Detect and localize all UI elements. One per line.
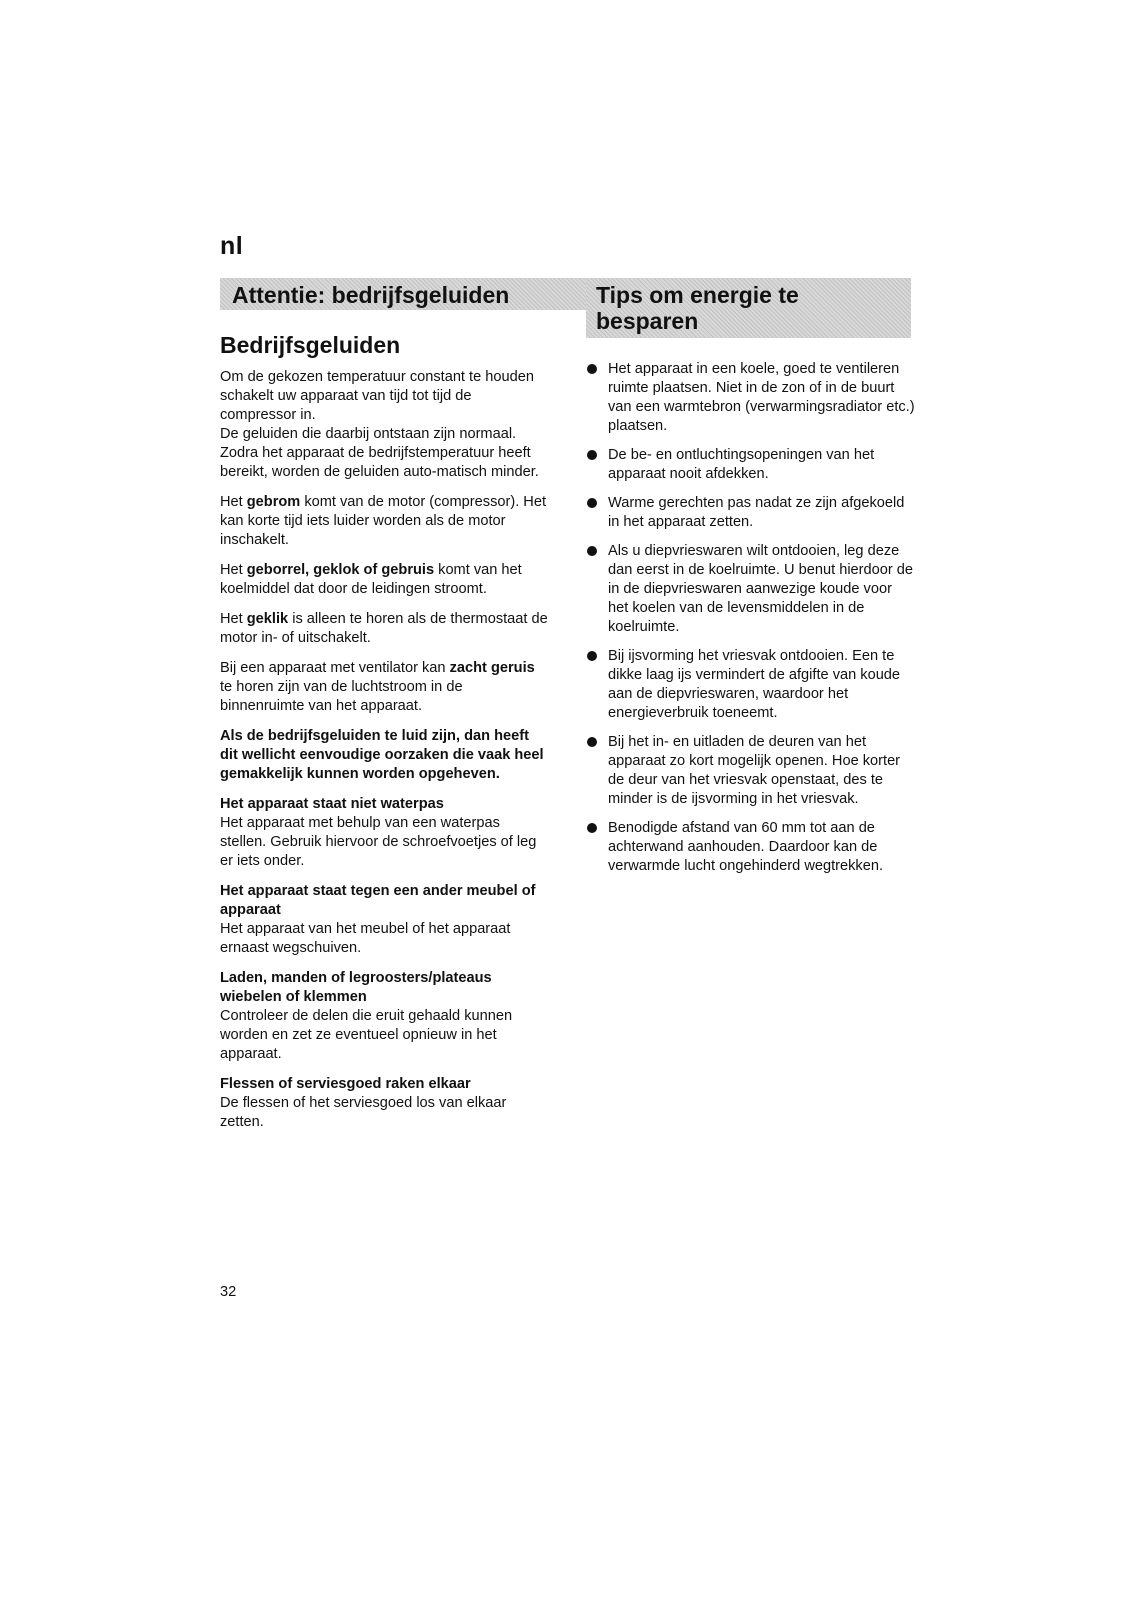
left-column [220,368,550,1143]
bullet-icon [587,737,597,747]
text: Het [220,494,247,510]
left-band-title: Attentie: bedrijfsgeluiden [232,282,510,308]
warning-text: Als de bedrijfsgeluiden te luid zijn, dan heeft dit wellicht eenvoudige oorzaken die vaak heel gemakkelijk kunnen worden opgeheven. [220,728,544,782]
list-item [586,819,916,876]
list-item [586,360,916,436]
tip-text: Benodigde afstand van 60 mm tot aan de achterwand aanhouden. Daardoor kan de verwarmde lucht ongehinderd wegtrekken. [608,820,884,874]
intro-paragraph: Zodra het apparaat de bedrijfstemperatuur heeft bereikt, worden de geluiden auto-matisch minder. [220,445,539,480]
intro-paragraph: De geluiden die daarbij ontstaan zijn normaal. [220,426,517,442]
text: Het [220,611,247,627]
warning-paragraph [220,727,550,784]
tip-text: Als u diepvrieswaren wilt ontdooien, leg deze dan eerst in de koelruimte. U benut hierdoor de in de diepvrieswaren aanwezige koude voor het koelen van de levensmiddelen in de koelruimte. [608,543,914,635]
cause-title: Laden, manden of legroosters/plateaus wiebelen of klemmen [220,970,492,1005]
text: komt van de motor (compressor). Het kan korte tijd iets luider worden als de motor inschakelt. [220,494,547,548]
bullet-icon [587,546,597,556]
list-item [586,494,916,532]
text: Bij een apparaat met ventilator kan [220,660,450,676]
tips-list [586,360,916,876]
paragraph-geklik [220,610,550,648]
right-band-title: Tips om energie te besparen [596,282,799,334]
tip-text: Bij het in- en uitladen de deuren van het apparaat zo kort mogelijk openen. Hoe korter de deur van het vriesvak openstaat, des te minder is de ijsvorming in het vriesvak. [608,734,901,807]
list-item [586,733,916,809]
tip-text: Warme gerechten pas nadat ze zijn afgekoeld in het apparaat zetten. [608,495,905,530]
cause-title: Flessen of serviesgoed raken elkaar [220,1076,471,1092]
emphasis: geklik [246,611,289,627]
text: Het [220,562,247,578]
emphasis: gebrom [246,494,301,510]
tip-text: De be- en ontluchtingsopeningen van het apparaat nooit afdekken. [608,447,875,482]
text: te horen zijn van de luchtstroom in de binnenruimte van het apparaat. [220,679,463,714]
bullet-icon [587,498,597,508]
paragraph-zacht-geruis [220,659,550,716]
paragraph-geborrel [220,561,550,599]
emphasis: zacht geruis [449,660,535,676]
cause-item [220,969,550,1064]
emphasis: geborrel, geklok of gebruis [246,562,435,578]
list-item [586,446,916,484]
cause-text: De flessen of het serviesgoed los van elkaar zetten. [220,1095,507,1130]
text: komt van het koelmiddel dat door de leidingen stroomt. [220,562,522,597]
cause-text: Controleer de delen die eruit gehaald kunnen worden en zet ze eventueel opnieuw in het apparaat. [220,1008,513,1062]
cause-item [220,795,550,871]
intro-paragraph: Om de gekozen temperatuur constant te houden schakelt uw apparaat van tijd tot tijd de compressor in. [220,369,534,423]
paragraph-gebrom [220,493,550,550]
cause-title: Het apparaat staat tegen een ander meubel of apparaat [220,883,536,918]
list-item [586,542,916,637]
list-item [586,647,916,723]
bullet-icon [587,823,597,833]
tip-text: Het apparaat in een koele, goed te ventileren ruimte plaatsen. Niet in de zon of in de buurt van een warmtebron (verwarmingsradiator etc.) plaatsen. [608,361,915,434]
cause-title: Het apparaat staat niet waterpas [220,796,444,812]
text: is alleen te horen als de thermostaat de motor in- of uitschakelt. [220,611,548,646]
cause-item [220,882,550,958]
cause-text: Het apparaat van het meubel of het apparaat ernaast wegschuiven. [220,921,511,956]
cause-text: Het apparaat met behulp van een waterpas stellen. Gebruik hiervoor de schroefvoetjes of leg er iets onder. [220,815,537,869]
tip-text: Bij ijsvorming het vriesvak ontdooien. Een te dikke laag ijs vermindert de afgifte van koude aan de diepvrieswaren, waardoor het energieverbruik toeneemt. [608,648,901,721]
language-code: nl [220,232,244,260]
bullet-icon [587,364,597,374]
bullet-icon [587,651,597,661]
section-title: Bedrijfsgeluiden [220,332,401,358]
cause-item [220,1075,550,1132]
right-column [586,360,916,886]
page-number: 32 [220,1284,237,1300]
bullet-icon [587,450,597,460]
